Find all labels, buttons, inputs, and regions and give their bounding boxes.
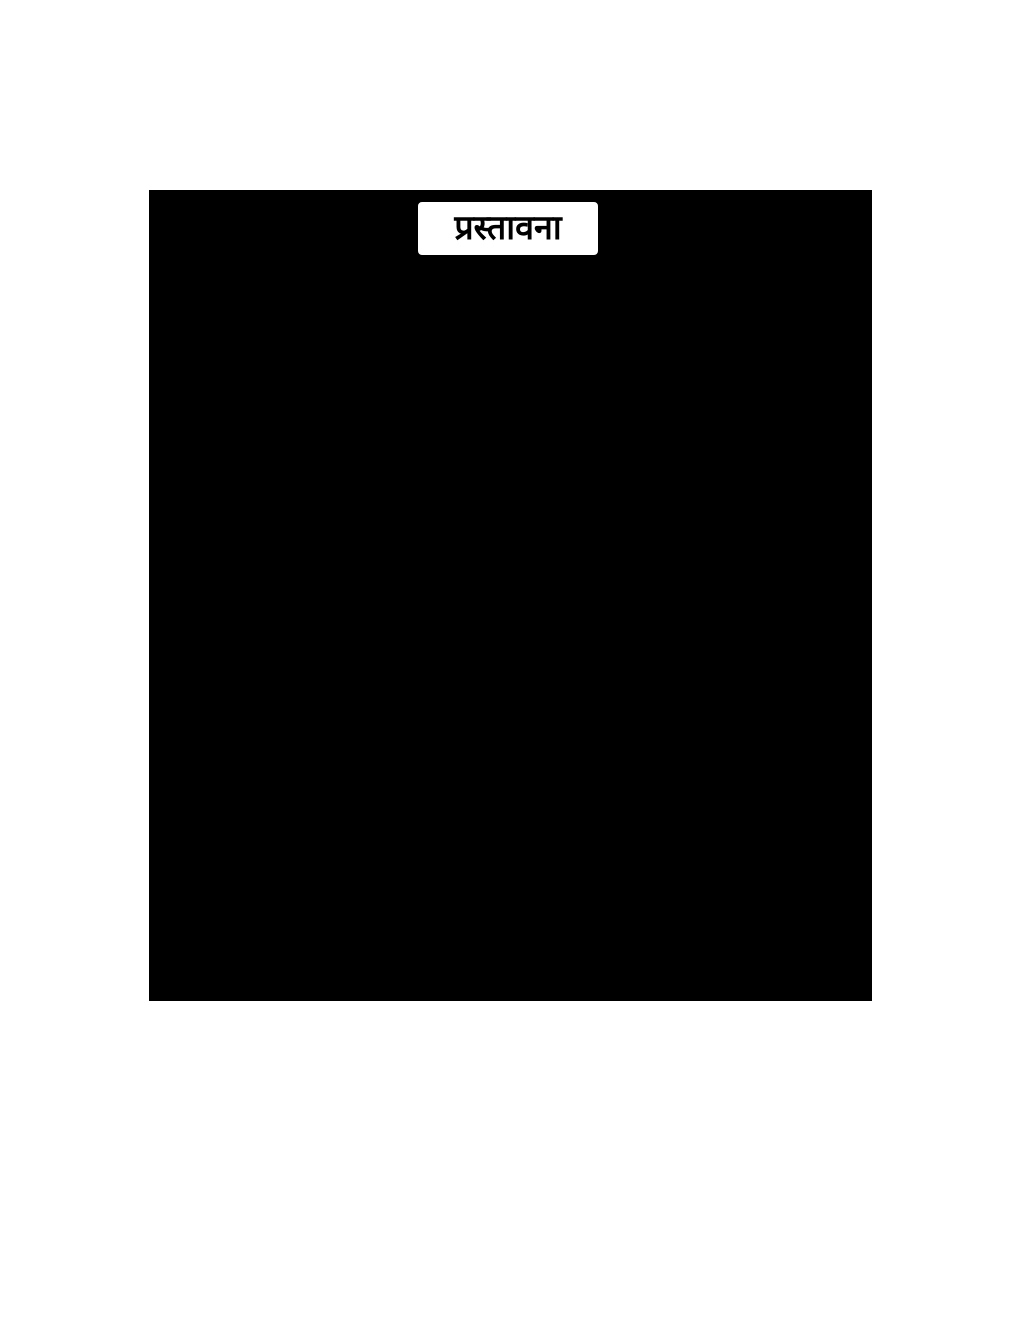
page-title: प्रस्तावना xyxy=(454,209,562,247)
redacted-content-block xyxy=(149,190,872,1001)
heading-box xyxy=(416,200,600,257)
